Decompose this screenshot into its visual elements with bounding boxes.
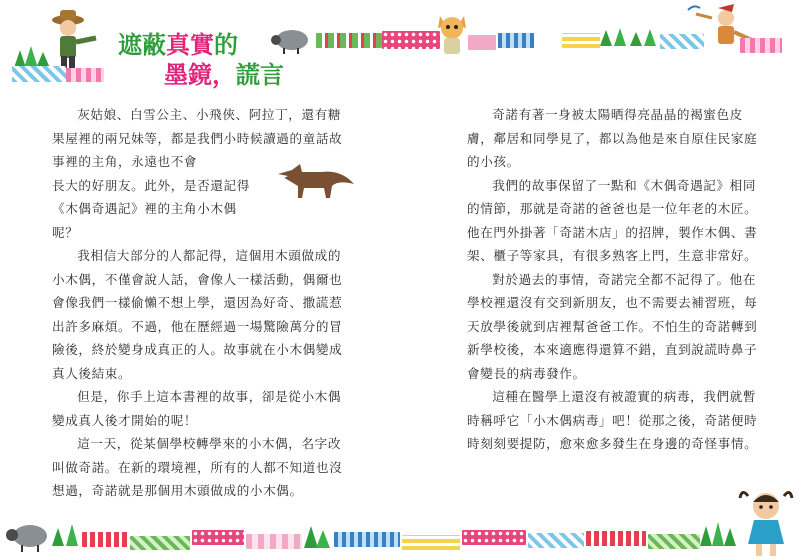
tape-bottom-4: [246, 534, 302, 549]
paragraph-8: 這種在醫學上還沒有被證實的病毒，我們就暫時稱呼它「小木偶病毒」吧！從那之後，奇諾便時時刻刻要提防，愈來愈多發生在身邊的奇怪事情。: [467, 389, 758, 451]
tape-bottom-5: [334, 532, 400, 547]
paragraph-1: 灰姑娘、白雪公主、小飛俠、阿拉丁，還有糖果屋裡的兩兄妹等，都是我們小時候讀過的童話故事裡的主角，永遠也不會: [52, 107, 343, 169]
paragraph-7: 對於過去的事情，奇諾完全都不記得了。他在學校裡還沒有交到新朋友，也不需要去補習班，每天放學後就到店裡幫爸爸工作。不怕生的奇諾轉到新學校後，本來適應得還算不錯，直到說謊時鼻子會變長的病毒發作。: [467, 271, 758, 381]
tape-top-left-2: [66, 68, 104, 82]
tape-bottom-9: [586, 531, 646, 546]
paragraph-5: 奇諾有著一身被太陽晒得亮晶晶的褐蜜色皮膚，鄰居和同學見了，都以為他是來自原住民家庭的小孩。: [467, 107, 758, 169]
sheep-bottom-illustration: [4, 522, 50, 552]
tape-top-5: [562, 33, 600, 48]
grass-bottom-mid: [304, 524, 332, 548]
paragraph-3: 但是，你手上這本書裡的故事，卻是從小木偶變成真人後才開始的呢！: [52, 389, 342, 428]
sheep-illustration: [268, 28, 312, 54]
paragraph-2: 我相信大部分的人都記得，這個用木頭做成的小木偶，不僅會說人話，會像人一樣活動，偶爾也會像我們一樣偷懶不想上學，還因為好奇、撒謊惹出許多麻煩。不過，他在歷經過一場驚險萬分的冒險後，終於變身成真正的人。故事就在小木偶變成真人後結束。: [52, 248, 343, 381]
tape-bottom-1: [82, 532, 130, 547]
tape-bottom-2: [130, 536, 190, 550]
grass-bottom-right: [700, 522, 736, 546]
grass-bottom-left: [52, 524, 82, 546]
tape-bottom-3: [192, 530, 244, 545]
girl-illustration: [738, 486, 794, 558]
tape-bottom-8: [528, 533, 584, 548]
tape-bottom-10: [648, 534, 700, 549]
grass-top-left: [14, 46, 54, 68]
tape-top-left-1: [12, 66, 66, 82]
tape-top-1: [316, 33, 382, 48]
cat-illustration: [434, 10, 470, 56]
paragraph-6: 我們的故事保留了一點和《木偶奇遇記》相同的情節，那就是奇諾的爸爸也是一位年老的木匠。他在門外掛著「奇諾木店」的招牌，製作木偶、書架、櫃子等家具，有很多熟客上門，生意非常好。: [467, 177, 758, 263]
tape-top-2: [382, 31, 440, 49]
grass-top-right: [600, 26, 660, 46]
page-title: 遮蔽真實的 墨鏡，謊言: [118, 31, 284, 89]
tape-top-7: [740, 38, 782, 53]
right-column: [467, 103, 761, 456]
tape-bottom-7: [462, 530, 526, 545]
paragraph-4: 這一天，從某個學校轉學來的小木偶，名字改叫做奇諾。在新的環境裡，所有的人都不知道也沒想過，奇諾就是那個用木頭做成的小木偶。: [52, 436, 343, 498]
left-column: [52, 103, 348, 503]
tape-bottom-6: [402, 535, 460, 550]
paragraph-1-tail: 長大的好朋友。此外，是否還記得《木偶奇遇記》裡的主角小木偶呢？: [52, 177, 250, 240]
tape-top-4: [498, 33, 534, 48]
tape-top-3: [468, 35, 496, 50]
